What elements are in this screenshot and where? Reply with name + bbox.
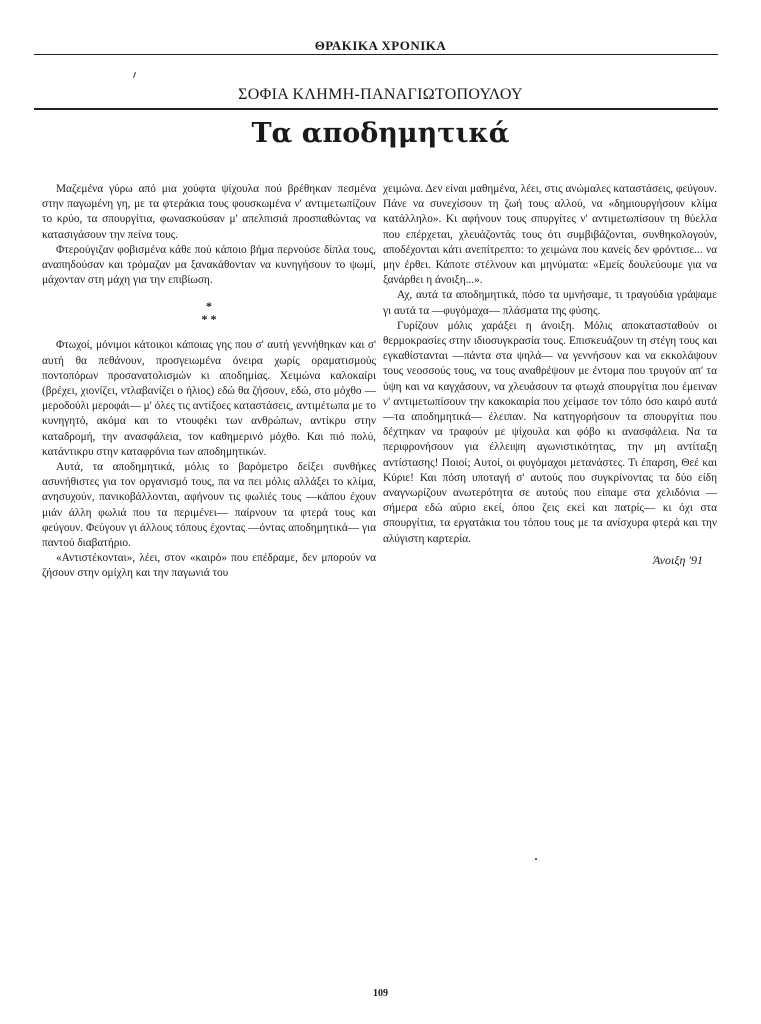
paragraph: Μαζεμένα γύρω από μια χούφτα ψίχουλα πού βρέθηκαν πεσμένα στην παγωμένη γη, με τα φτεράκια τους φουσκωμένα ν' αντιμετωπίζουν το κρύο, τα σπουργίτια, φωνασκούσαν μ' απελπισιά προσπαθώντας να κατασιγάσουν την πείνα τους. xyxy=(42,183,376,241)
page-number: 109 xyxy=(373,988,388,999)
right-column xyxy=(383,182,717,568)
stray-mark xyxy=(133,72,136,78)
section-divider-stars xyxy=(42,300,376,326)
left-column xyxy=(42,182,376,582)
paragraph: Φτερούγιζαν φοβισμένα κάθε πού κάποιο βήμα περνούσε δίπλα τους, αναπηδούσαν και τρόμαζαν μα ξανακάθονταν να κυνηγήσουν το ψωμί, μάχονταν στη μάχη για την επιβίωση. xyxy=(42,243,376,287)
star-bottom: * * xyxy=(201,312,217,327)
paragraph: Γυρίζουν μόλις χαράξει η άνοιξη. Μόλις αποκατασταθούν οι θερμοκρασίες στην ιδιοσυγκρασία τους. Επισκευάζουν τη στέγη τους και εγκαθίστανται —πάντα στα ψηλά— να γεννήσουν και να εκκολάψουν τους νεοσσούς τους, να τους αναθρέψουν με έντομα που τρυγούν απ' τα ύψη και να καγχάσουν, να χλευάσουν τα φτωχά σπουργίτια που έμειναν ν' αντιμετωπίσουν την κακοκαιρία που χείμασε τον τόπο όσο καιρό αυτά —τα αποδημητικά— έλειπαν. Να κατηγορήσουν τα σπουργίτια που δέχτηκαν να τραφούν με ψίχουλα και φόβο κι ανασφάλεια. Να τα περιφρονήσουν για έλλειψη αγωνιστικότητας, την μη αντίταξη αντίστασης! Ποιοί; Αυτοί, οι φυγόμαχοι μετανάστες. Τι έπαρση, Θεέ και Κύριε! Και πόση υποταγή σ' αυτούς που συγκρίνοντας τα δύο είδη αναγνωρίζουν ανωτερότητα σε αυτούς που είπαμε στα χελιδόνια — σήμερα εδώ αύριο εκεί, όπου ζεις εκεί και πατρίς— κι όχι στα σπουργίτια, τα εργατάκια του τόπου τους με τα ανίσχυρα φτερά και την αλύγιστη καρτερία. xyxy=(383,319,717,545)
paragraph: Φτωχοί, μόνιμοι κάτοικοι κάποιας γης που σ' αυτή γεννήθηκαν και σ' αυτή θα πεθάνουν, προσγειωμένα όνειρα χωρίς οραματισμούς ποντοπόρων προσανατολισμών κι αποδημίας. Χειμώνα καλοκαίρι (βρέχει, χιονίζει, ντλαβανίζει ο ήλιος) εδώ θα ζήσουν, εδώ, στο μόχθο — μεροδούλι μεροφάι— μ' όλες τις αντίξοες καταστάσεις, αντιμέτωπα με το κυνηγητό, ακόμα και το ντουφέκι των ανθρώπων, αντίκρυ στην καταδρομή, την ανασφάλεια, τον καθημερινό μόχθο. Και πιό πολύ, κατάντικρυ στην καταφρόνια των αποδημητικών. xyxy=(42,339,376,458)
paragraph: Αυτά, τα αποδημητικά, μόλις το βαρόμετρο δείξει συνθήκες ασυνήθιστες για τον οργανισμό τους, πα να πει μόλις αλλάξει το κλίμα, ανησυχούν, πανικοβάλλονται, αφήνουν τις φωλιές τους —κάπου έχουν μιάν άλλη φωλιά που τα περιμένει— παίρνουν τα φτερά τους και φεύγουν. Φεύγουν γι άλλους τόπους έχοντας —όντας αποδημητικά— για παντού διαβατήριο. xyxy=(42,461,376,550)
paragraph: Αχ, αυτά τα αποδημητικά, πόσο τα υμνήσαμε, τι τραγούδια γράψαμε γι αυτά τα —φυγόμαχα— πλάσματα της φύσης. xyxy=(383,289,717,317)
article-title: Τα αποδημητικά xyxy=(251,118,510,149)
author-rule xyxy=(34,108,718,110)
author-name: ΣΟΦΙΑ ΚΛΗΜΗ-ΠΑΝΑΓΙΩΤΟΠΟΥΛΟΥ xyxy=(238,86,523,103)
header-rule xyxy=(34,54,718,55)
stray-dot xyxy=(535,858,537,860)
star-top: * xyxy=(206,299,212,314)
paragraph: «Αντιστέκονται», λέει, στον «καιρό» που επέδραμε, δεν μπορούν να ζήσουν στην ομίχλη και την παγωνιά του xyxy=(42,552,376,580)
paragraph: χειμώνα. Δεν είναι μαθημένα, λέει, στις ανώμαλες καταστάσεις, φεύγουν. Πάνε να συνεχίσουν τη ζωή τους αλλού, να «δημιουργήσουν κλίμα κατάλληλο». Κι αφήνουν τους σπυργίτες ν' αντιμετωπίσουν τη θύελλα που επέρχεται, χλευάζοντάς τους ότι συμβιβάζονται, συνθηκολογούν, αποδέχονται κάτι ανεπίτρεπτο: το χειμώνα που κανείς δεν φρόντισε... να μην έρθει. Κάποτε στέλνουν και μηνύματα: «Εμείς δουλεύουμε για να ξανάρθει η άνοιξη...». xyxy=(383,183,717,287)
signature: Άνοιξη '91 xyxy=(653,552,703,567)
journal-header: ΘΡΑΚΙΚΑ ΧΡΟΝΙΚΑ xyxy=(314,38,447,53)
